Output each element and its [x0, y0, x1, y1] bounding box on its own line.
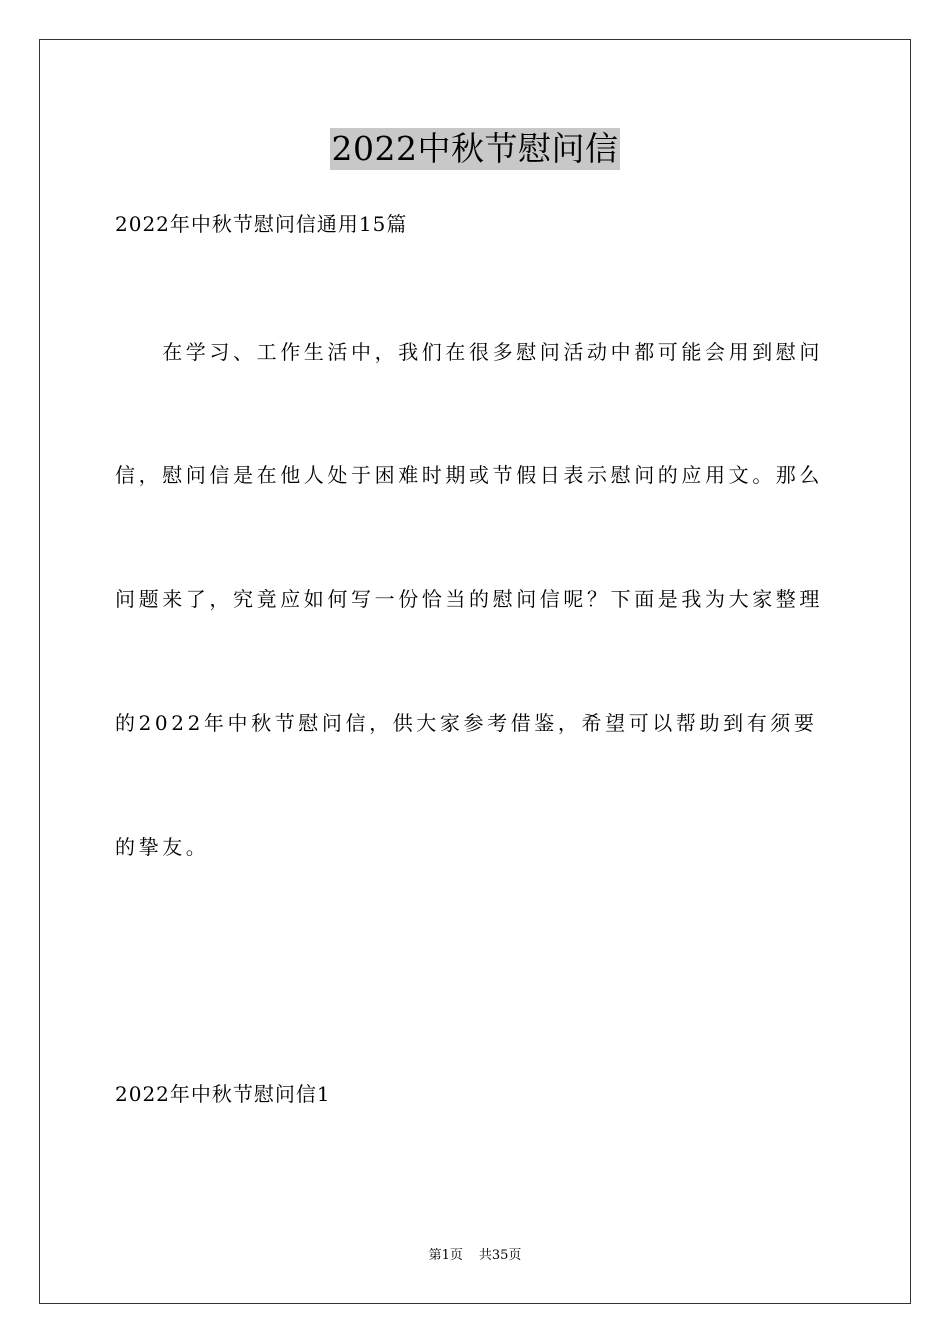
intro-line-4: 的2022年中秋节慰问信，供大家参考借鉴，希望可以帮助到有须要 [115, 711, 818, 735]
intro-line-3: 问题来了，究竟应如何写一份恰当的慰问信呢？下面是我为大家整理 [115, 587, 823, 611]
page-number-current: 第1页 [428, 1248, 463, 1263]
intro-line-5: 的挚友。 [115, 835, 210, 859]
intro-line-1: 在学习、工作生活中，我们在很多慰问活动中都可能会用到慰问 [115, 340, 823, 364]
page-number-total: 共35页 [478, 1248, 522, 1263]
document-title-container [0, 128, 950, 170]
section-heading: 2022年中秋节慰问信1 [115, 1082, 331, 1106]
intro-line-2: 信，慰问信是在他人处于困难时期或节假日表示慰问的应用文。那么 [115, 463, 823, 487]
document-subtitle: 2022年中秋节慰问信通用15篇 [115, 212, 408, 236]
page-footer [0, 1246, 950, 1266]
document-title: 2022中秋节慰问信 [331, 129, 619, 168]
